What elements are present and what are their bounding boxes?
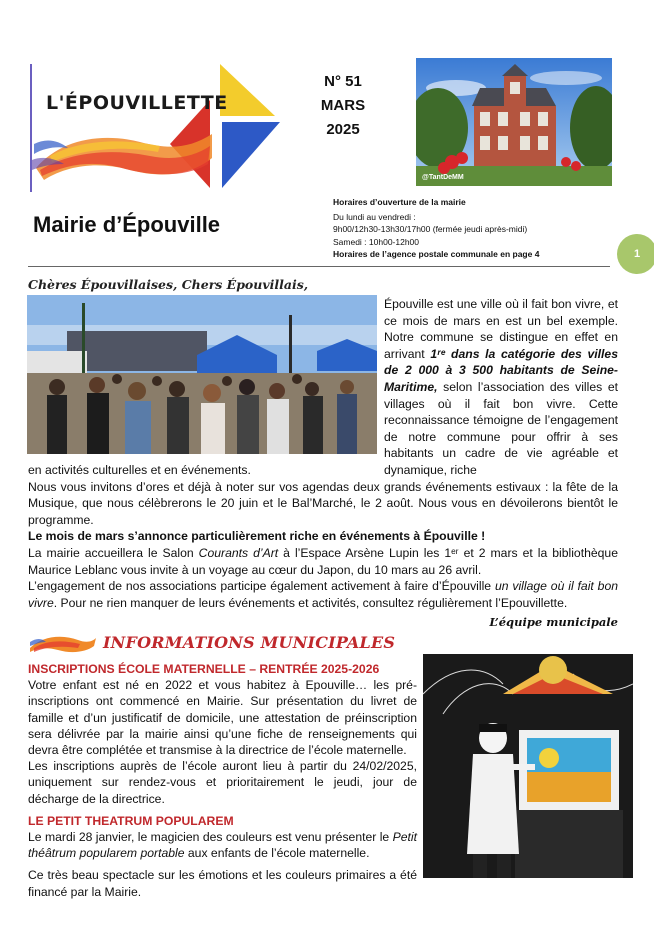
- hours-line: Samedi : 10h00-12h00: [333, 236, 420, 247]
- hours-title: Horaires d’ouverture de la mairie: [333, 197, 466, 207]
- page-number-badge: 1: [617, 234, 654, 274]
- section-title: INFORMATIONS MUNICIPALES: [103, 633, 396, 652]
- theatrum-paragraph-1: [28, 829, 417, 861]
- info-text: Le mardi 28 janvier, le magicien des couleurs est venu présenter le: [28, 830, 393, 845]
- edito-highlight: Le mois de mars s’annonce particulièrement riche en événements à Épouville !: [28, 529, 486, 544]
- info-column: [28, 661, 417, 900]
- edito-ranking: 1ʳᵉ dans la catégorie des villes de 2 000 à 3 500 habitants de Seine-Maritime,: [384, 346, 618, 394]
- edito-paragraph-2: Nous vous invitons d’ores et déjà à noter sur vos agendas deux grands événements estivaux : la fête de la Musique, que nous célèbrerons le 20 juin et le Bal’Marché, le 2 août. Nous vous en dévoilerons bientôt le programme.: [28, 479, 618, 527]
- issue-month: MARS: [320, 97, 366, 114]
- theatrum-paragraph-2: Ce très beau spectacle sur les émotions et les couleurs primaires a été financé par la Mairie.: [28, 868, 417, 899]
- epouvillette-logo-graphic: [30, 60, 285, 195]
- hours-line: 9h00/12h30-13h30/17h00 (fermée jeudi après-midi): [333, 224, 528, 234]
- edito-text: La mairie accueillera le Salon: [28, 545, 199, 560]
- photo-credit: @TantDeMM: [422, 174, 464, 181]
- inscriptions-paragraph-1: Votre enfant est né en 2022 et vous habitez à Epouville… les pré-inscriptions ont commencé en Mairie. Sur présentation du livret de famille et d’un justificatif de domicile, une attestation de préinscription sera délivrée par la mairie ainsi qu’une fiche de renseignements qui devra être complétée et transmise à la directrice de l’école maternelle.: [28, 678, 417, 758]
- hours-line: Du lundi au vendredi :: [333, 211, 416, 222]
- edito-text: selon l’association des villes et villages où il fait bon vivre. Cette reconnaissance témoigne de l’engagement de notre commune pour offrir à ses habitants un cadre de vie agréable et dynamique, riche: [384, 379, 618, 477]
- heading-theatrum: LE PETIT THEATRUM POPULAREM: [28, 813, 234, 828]
- edito-signature: L’équipe municipale: [489, 615, 618, 630]
- inscriptions-paragraph-2: Les inscriptions auprès de l’école auront lieu à partir du 24/02/2025, uniquement sur rendez-vous et prioritairement le jeudi, jour de décharge de la directrice.: [28, 759, 417, 806]
- edito-text: Épouville est une ville où il fait bon vivre, et ce mois de mars en est un bel exemple. Notre commune se distingue en effet en arrivant: [384, 297, 618, 361]
- opening-hours: [333, 196, 539, 261]
- header-divider: [28, 266, 610, 267]
- issue-year: 2025: [326, 121, 360, 138]
- edito-greeting: Chères Épouvillaises, Chers Épouvillais,: [28, 277, 309, 292]
- edito-paragraph-1: [384, 296, 618, 479]
- info-text: aux enfants de l’école maternelle.: [184, 846, 370, 861]
- section-brush-icon: [28, 632, 96, 656]
- edito-text: L’engagement de nos associations participe également activement à faire d’Épouville: [28, 579, 495, 594]
- mairie-title: Mairie d’Épouville: [33, 212, 221, 237]
- edito-paragraph-5: [28, 578, 618, 611]
- logo-text: L'ÉPOUVILLETTE: [46, 92, 228, 114]
- edito-text: en activités culturelles et en événements.: [28, 463, 251, 477]
- edito-salon-name: Courants d’Art: [198, 545, 279, 560]
- heading-inscriptions: INSCRIPTIONS ÉCOLE MATERNELLE – RENTRÉE 2025-2026: [28, 662, 380, 676]
- hours-line-postal: Horaires de l’agence postale communale en page 4: [333, 249, 540, 259]
- town-hall-photo: [416, 58, 612, 186]
- edito-body: [28, 462, 618, 631]
- edito-text: . Pour ne rien manquer de leurs événements et activités, consultez régulièrement l’Epouvillette.: [53, 595, 568, 610]
- issue-info: [300, 70, 386, 142]
- edito-paragraph-4: [28, 545, 618, 578]
- issue-number: N° 51: [324, 73, 362, 90]
- festival-crowd-photo: [27, 295, 377, 454]
- edito-text: à l’Espace Arsène Lupin les 1ᵉʳ et 2 mars et la bibliothèque Maurice Leblanc vous invite à un voyage au cœur du Japon, du 10 mars au 26 avril.: [28, 545, 618, 577]
- theatrum-title: Petit théâtrum popularem portable: [28, 830, 417, 861]
- theatre-show-photo: [423, 654, 633, 878]
- edito-quote: un village où il fait bon vivre: [28, 579, 618, 610]
